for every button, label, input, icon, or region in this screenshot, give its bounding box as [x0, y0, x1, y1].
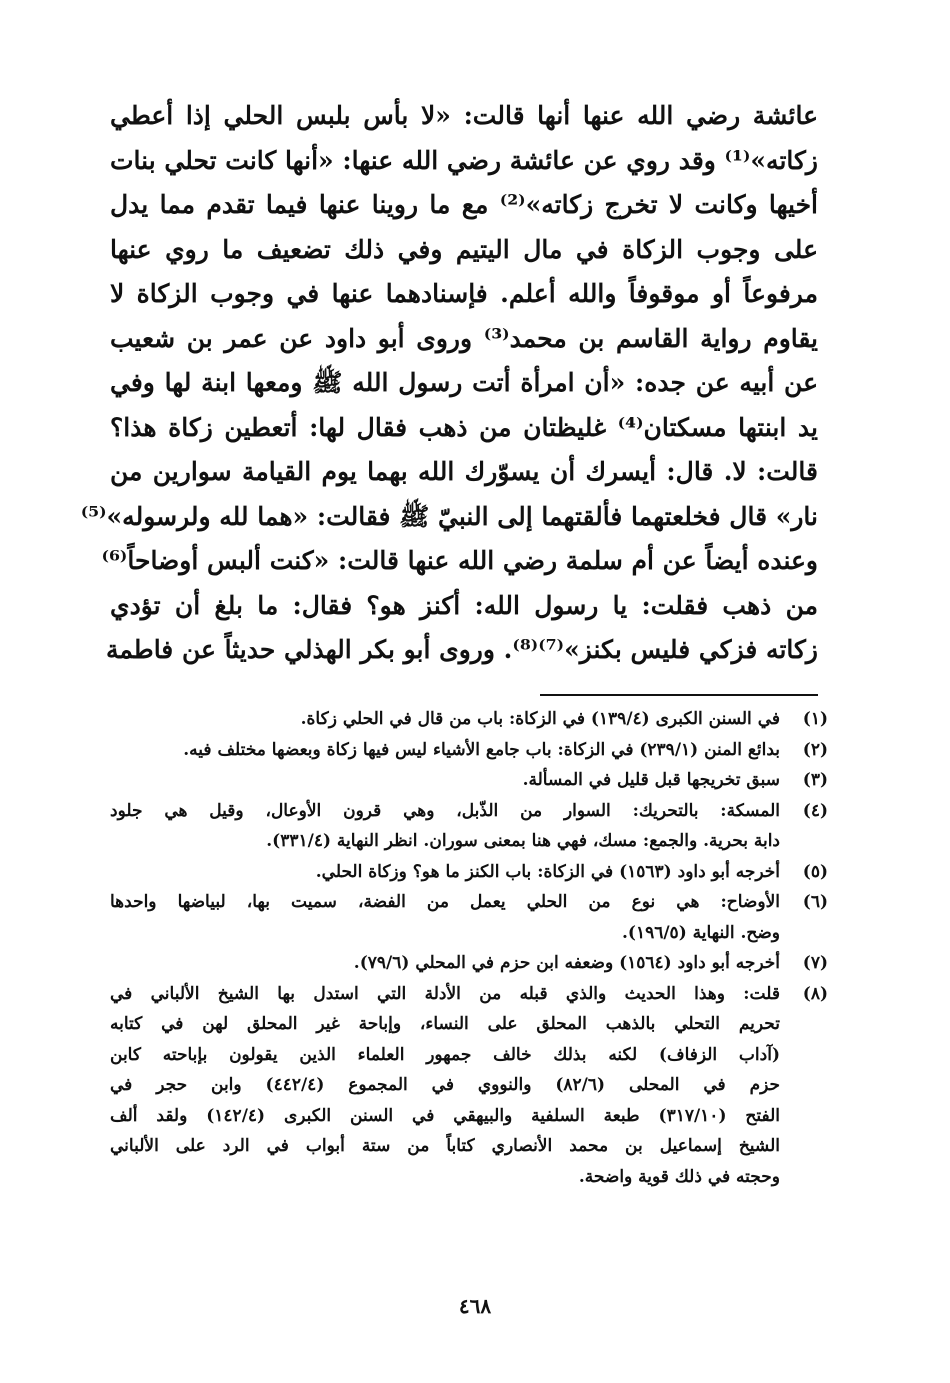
page-number: ٤٦٨ [458, 1294, 492, 1318]
main-text-line: على وجوب الزكاة في مال اليتيم وفي ذلك تضعيف ما روي عنها [110, 234, 818, 264]
footnote [110, 857, 828, 888]
footnote-separator [540, 694, 818, 696]
footnotes-block [110, 704, 828, 1192]
main-text-line: أخيها وكانت لا تخرج زكاته»⁽²⁾ مع ما روينا عنها فيما تقدم مما يدل [110, 190, 818, 219]
footnote [110, 796, 828, 857]
main-text-line: مرفوعاً أو موقوفاً والله أعلم. فإسنادهما عنها في وجوب الزكاة لا [110, 279, 818, 308]
footnote-text: سبق تخريجها قبل قليل في المسألة. [522, 770, 780, 790]
main-text-line: عن أبيه عن جده: «أن امرأة أتت رسول الله ﷺ ومعها ابنة لها وفي [110, 368, 818, 397]
footnote-text: وضح. النهاية (١٩٦/٥). [621, 922, 780, 943]
footnote-text: أخرجه أبو داود (١٥٦٣) في الزكاة: باب الكنز ما هو؟ وزكاة الحلي. [315, 861, 780, 882]
footnote-text: دابة بحرية. والجمع: مسك، فهي هنا بمعنى سوران. انظر النهاية (٣٣١/٤). [266, 831, 780, 851]
main-text-line: عائشة رضي الله عنها أنها قالت: «لا بأس بلبس الحلي إذا أعطي [110, 101, 818, 130]
footnote [110, 704, 828, 735]
footnote-text: الأوضاح: هي نوع من الحلي يعمل من الفضة، سميت بها، لبياضها واحدها [110, 892, 780, 912]
footnote-text: قلت: وهذا الحديث والذي قبله من الأدلة التي استدل بها الشيخ الألباني في [110, 983, 780, 1004]
footnote-text: أخرجه أبو داود (١٥٦٤) وضعفه ابن حزم في المحلي (٧٩/٦). [353, 953, 780, 973]
main-text-line: قالت: لا. قال: أيسرك أن يسوّرك الله بهما يوم القيامة سوارين من [110, 457, 818, 486]
footnote-number: (٣) [802, 770, 828, 790]
footnote-number: (٧) [802, 953, 828, 973]
footnote [110, 979, 828, 1193]
footnote-number: (٥) [802, 861, 828, 882]
footnote [110, 948, 828, 979]
footnote-text: بدائع المنن (٢٣٩/١) في الزكاة: باب جامع الأشياء ليس فيها زكاة وبعضها مختلف فيه. [183, 739, 780, 760]
footnote-text: في السنن الكبرى (١٣٩/٤) في الزكاة: باب من قال في الحلي زكاة. [300, 709, 780, 729]
main-text-line: يد ابنتها مسكتان⁽⁴⁾ غليظتان من ذهب فقال لها: أتعطين زكاة هذا؟ [110, 412, 818, 442]
main-text-block [80, 94, 818, 673]
footnote-text: الشيخ إسماعيل بن محمد الأنصاري كتاباً من ستة أبواب في الرد على الألباني [110, 1136, 780, 1156]
main-text-line: من ذهب فقلت: يا رسول الله: أكنز هو؟ فقال: ما بلغ أن تؤدي [110, 590, 818, 620]
footnote-number: (٢) [802, 739, 828, 760]
footnote-text: المسكة: بالتحريك: السوار من الذّبل، وهي قرون الأوعال، وقيل هي جلود [110, 800, 780, 821]
main-text-line: يقاوم رواية القاسم بن محمد⁽³⁾ وروى أبو داود عن عمر بن شعيب [110, 323, 818, 353]
footnote-number: (٦) [802, 892, 828, 912]
footnote-number: (٤) [802, 800, 828, 821]
main-text-line: نار» قال فخلعتهما فألقتهما إلى النبيّ ﷺ فقالت: «هما لله ولرسوله»⁽⁵⁾ [80, 501, 818, 531]
main-text-line: زكاته فزكي فليس بكنز»⁽⁷⁾⁽⁸⁾. وروى أبو بكر الهذلي حديثاً عن فاطمة [105, 635, 818, 664]
footnote-text: الفتح (٣١٧/١٠) طبعة السلفية والبيهقي في السنن الكبرى (١٤٢/٤) ولقد ألف [110, 1105, 781, 1126]
footnote-text: حزم في المحلى (٨٢/٦) والنووي في المجموع (٤٤٢/٤) وابن حجر في [110, 1075, 780, 1095]
footnote [110, 735, 828, 766]
footnote-number: (٨) [802, 983, 828, 1004]
footnote-text: وحجته في ذلك قوية واضحة. [578, 1166, 780, 1187]
footnote-text: تحريم التحلي بالذهب المحلق على النساء، وإباحة غير المحلق لهن في كتابه [110, 1014, 780, 1034]
main-text-line: زكاته»⁽¹⁾ وقد روي عن عائشة رضي الله عنها: «أنها كانت تحلي بنات [110, 145, 818, 175]
footnote [110, 887, 828, 948]
footnote-text: (آداب الزفاف) لكنه بذلك خالف جمهور العلماء الذين يقولون بإباحته كابن [110, 1044, 780, 1065]
footnote-number: (١) [802, 709, 828, 729]
footnote [110, 765, 828, 796]
main-text-line: وعنده أيضاً عن أم سلمة رضي الله عنها قالت: «كنت ألبس أوضاحاً⁽⁶⁾ [101, 546, 818, 575]
